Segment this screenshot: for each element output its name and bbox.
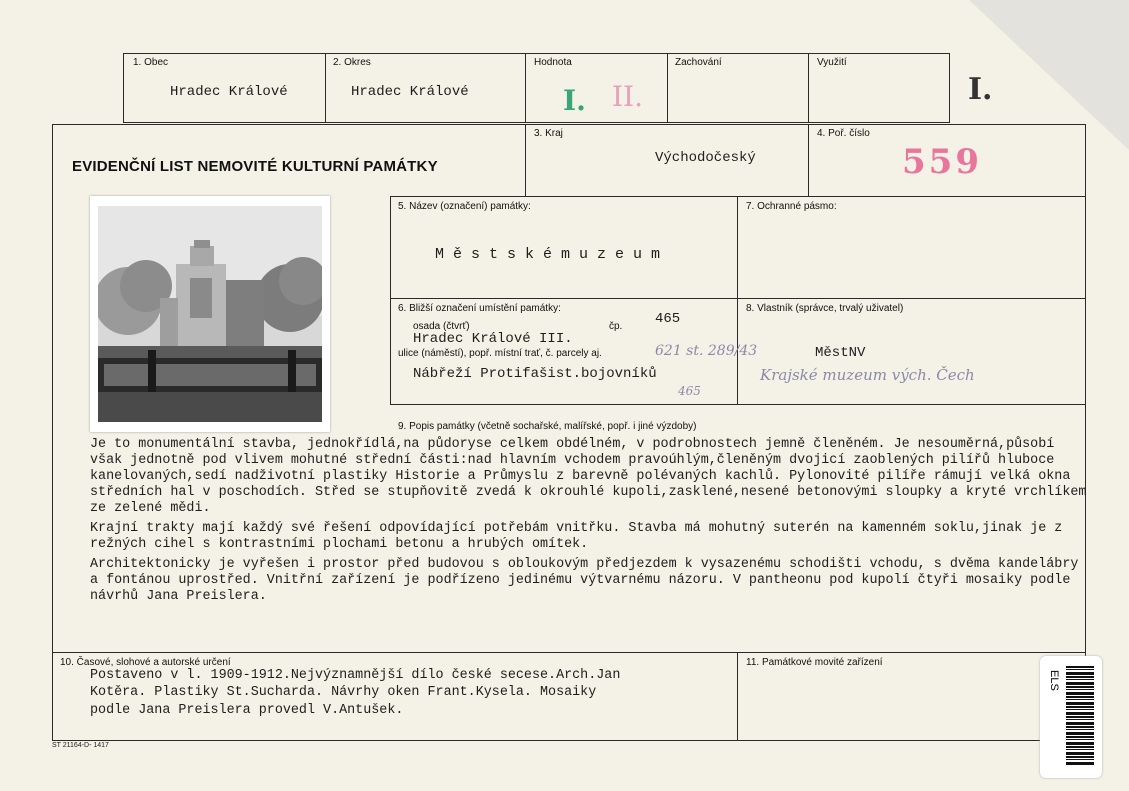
- popis-paragraph-2: Krajní trakty mají každý své řešení odpovídající potřebám vnitřku. Stavba má mohutný suterén na kamenném soklu,jinak je z režných cihel s kontrastními plochami betonu a hrubých omítek.: [90, 521, 1063, 552]
- cp-label: čp.: [609, 321, 623, 332]
- vlastnik-handwriting: Krajské muzeum vých. Čech: [760, 366, 975, 384]
- cp-value: 465: [655, 311, 681, 327]
- nazev-label: 5. Název (označení) památky:: [398, 201, 531, 212]
- ulice-handwriting-2: 465: [678, 384, 701, 398]
- vlastnik-label: 8. Vlastník (správce, trvalý uživatel): [746, 303, 904, 314]
- casove-line-1: Postaveno v l. 1909-1912.Nejvýznamnější dílo české secese.Arch.Jan: [90, 668, 621, 683]
- zachovani-label: Zachování: [675, 57, 722, 68]
- kraj-value: Východočeský: [655, 150, 756, 166]
- umisteni-label: 6. Bližší označení umístění památky:: [398, 303, 561, 314]
- document-title: EVIDENČNÍ LIST NEMOVITÉ KULTURNÍ PAMÁTKY: [72, 158, 438, 175]
- vlastnik-value: MěstNV: [815, 345, 866, 361]
- vyuziti-label: Využití: [817, 57, 847, 68]
- building-photo: [90, 196, 330, 432]
- popis-label: 9. Popis památky (včetně sochařské, malířské, popř. i jiné výzdoby): [398, 421, 697, 432]
- popis-text: [90, 437, 1090, 609]
- movite-label: 11. Památkové movité zařízení: [746, 657, 883, 668]
- hodnota-label: Hodnota: [534, 57, 572, 68]
- hodnota-stamp-2: II.: [612, 80, 644, 113]
- casove-line-3: podle Jana Preislera provedl V.Antušek.: [90, 703, 404, 718]
- ulice-value: Nábřeží Protifašist.bojovníků: [413, 366, 657, 382]
- vlastnik-box: [737, 298, 1086, 405]
- photo-image: [98, 206, 322, 422]
- osada-label: osada (čtvrť): [413, 321, 470, 332]
- footer-code: ST 21164-D- 1417: [52, 742, 109, 749]
- casove-label: 10. Časové, slohové a autorské určení: [60, 657, 231, 668]
- okres-value: Hradec Králové: [351, 84, 469, 100]
- popis-paragraph-1: Je to monumentální stavba, jednokřídlá,na půdoryse celkem obdélném, v podrobnostech jemně členěném. Je nesouměrná,působí však jednotně pod vlivem mohutné střední části:nad hlavním vchodem pravoúhlým,členěným dvojicí zaoblených pilířů hluboce kanelovaných,sedí nadživotní plastiky Historie a Průmyslu z barevně polévaných kachlů. Pylonovité pilíře rámují velká okna středních hal v poschodích. Střed se stupňovitě zvedá k okrouhlé kupoli,zasklené,nesené betonovými sloupky a kryté vrchlíkem ze zelené mědi.: [90, 437, 1087, 516]
- ulice-label: ulice (náměstí), popř. místní trať, č. parcely aj.: [398, 348, 602, 359]
- popis-paragraph-3: Architektonicky je vyřešen i prostor před budovou s obloukovým předjezdem k vysazenému schodišti vchodu, s dvěma kandelábry a fontánou uprostřed. Vnitřní zařízení je podřízeno jedinému výtvarnému názoru. V pantheonu pod kupolí čtyři mosaiky podle návrhů Jana Preislera.: [90, 557, 1079, 604]
- casove-line-2: Kotěra. Plastiky St.Sucharda. Návrhy oken Frant.Kysela. Mosaiky: [90, 685, 597, 700]
- osada-value: Hradec Králové III.: [413, 331, 573, 347]
- obec-label: 1. Obec: [133, 57, 169, 68]
- corner-mark: I.: [968, 72, 993, 107]
- ulice-handwriting: 621 st. 289/43: [655, 343, 758, 359]
- poradove-stamp: 559: [902, 142, 982, 182]
- barcode-icon: [1066, 666, 1094, 766]
- barcode-text: ELS: [1048, 670, 1060, 691]
- obec-value: Hradec Králové: [170, 84, 288, 100]
- okres-label: 2. Okres: [333, 57, 371, 68]
- barcode-sticker: [1040, 656, 1102, 778]
- nazev-value: M ě s t s k é m u z e u m: [435, 246, 661, 263]
- hodnota-stamp-1: I.: [563, 84, 586, 117]
- poradove-label: 4. Poř. číslo: [817, 128, 870, 139]
- kraj-label: 3. Kraj: [534, 128, 563, 139]
- ochranne-label: 7. Ochranné pásmo:: [746, 201, 837, 212]
